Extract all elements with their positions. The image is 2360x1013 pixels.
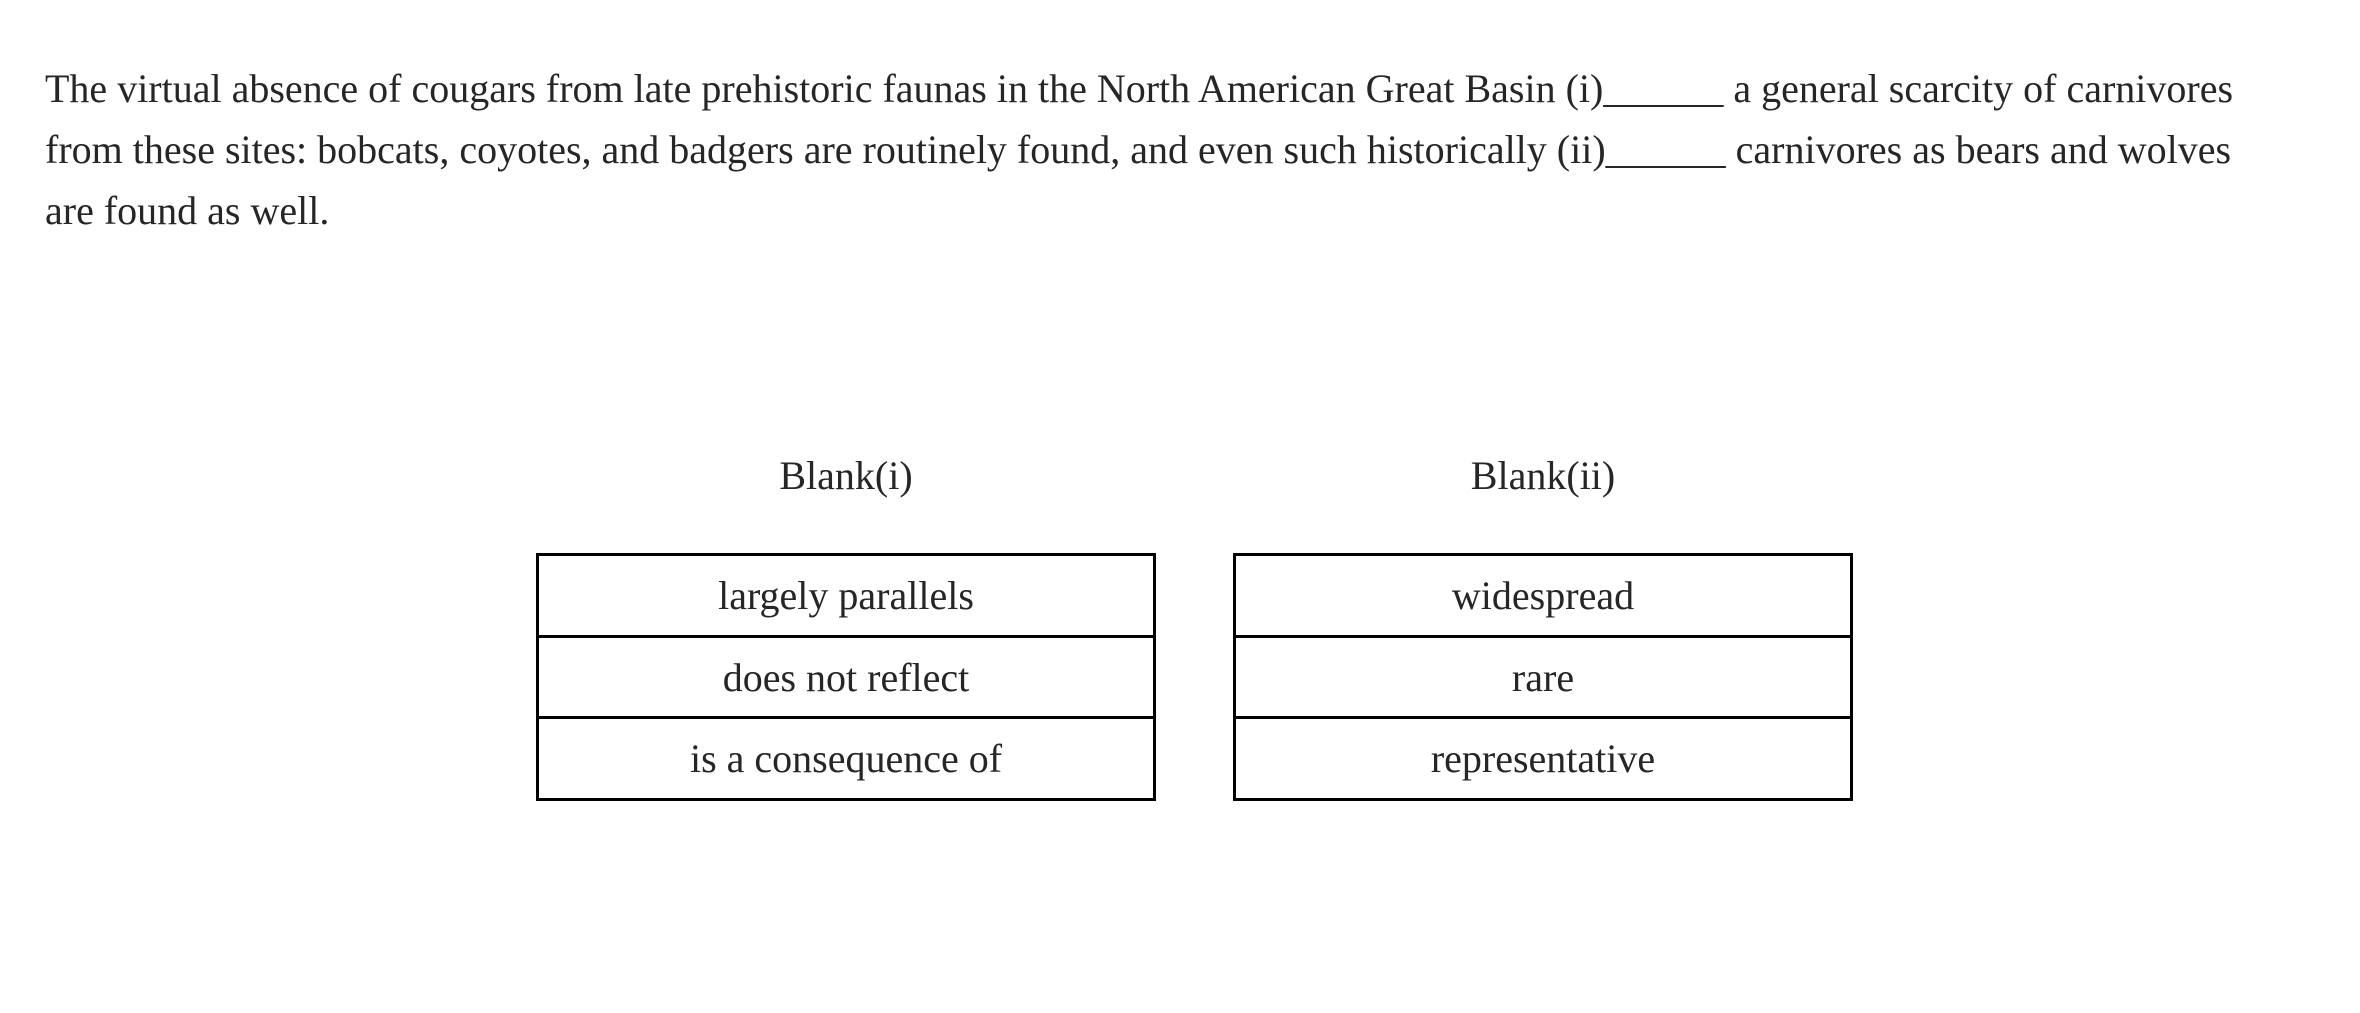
blank-ii-label: Blank(ii) [1470,453,1616,498]
blank-i-option-2[interactable]: does not reflect [539,638,1153,720]
blank-ii-option-1[interactable]: widespread [1236,556,1850,638]
blank-i-label: Blank(i) [779,453,913,498]
blank-ii-option-3[interactable]: representative [1430,736,1656,782]
blank-i-options-table [536,553,1156,801]
passage-line-2: from these sites: bobcats, coyotes, and badgers are routinely found, and even such historically (ii)______ carnivores as bears and wolves [45,127,2232,172]
passage-line-1: The virtual absence of cougars from late prehistoric faunas in the North American Great Basin (i)______ a general scarcity of carnivores [45,66,2234,111]
blank-i-option-1[interactable]: largely parallels [539,556,1153,638]
passage-line-3: are found as well. [45,188,330,233]
blank-ii-options-table [1233,553,1853,801]
question-passage [45,58,2233,241]
blank-i-option-3[interactable]: is a consequence of [689,736,1003,782]
blank-ii-option-2[interactable]: rare [1236,638,1850,720]
